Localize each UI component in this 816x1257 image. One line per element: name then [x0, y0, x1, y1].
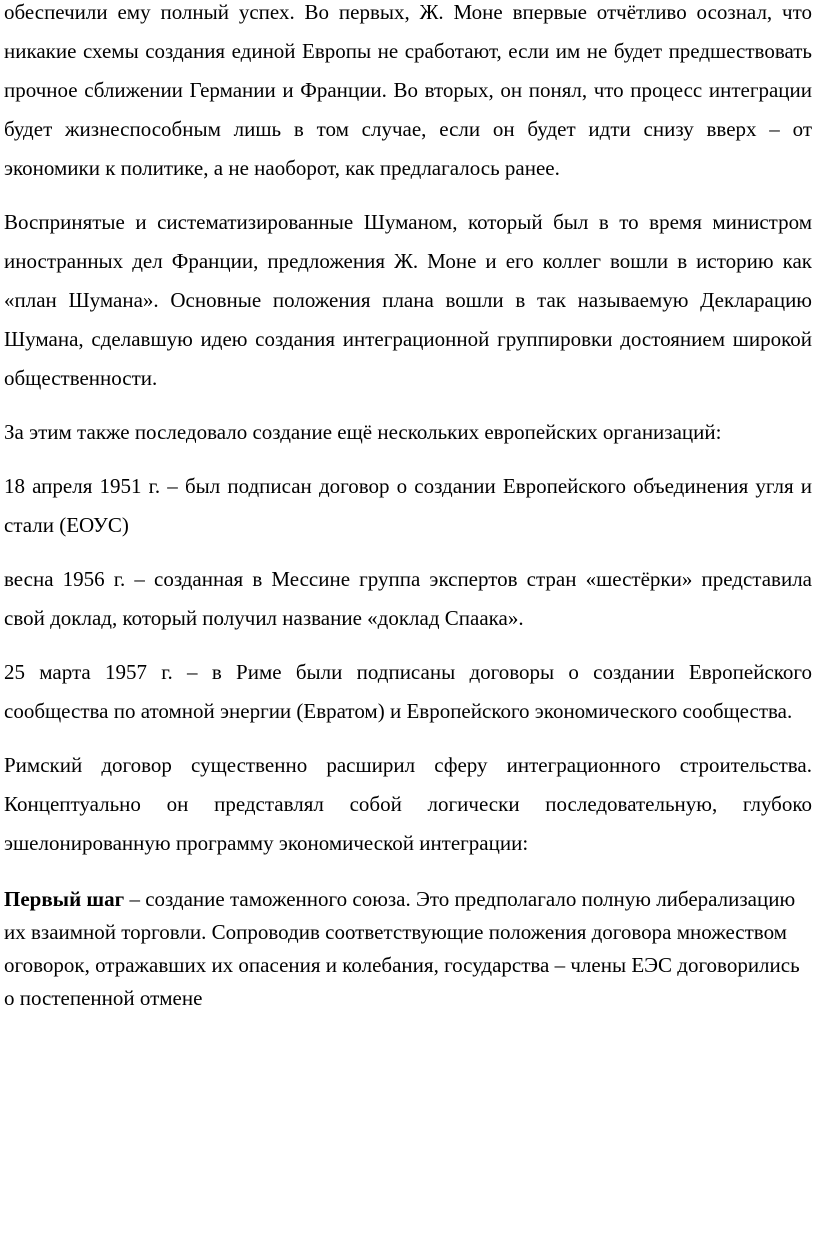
first-step-lead: Первый шаг: [4, 887, 125, 911]
paragraph-schuman-plan: Воспринятые и систематизированные Шуманом, который был в то время министром иностранных дел Франции, предложения Ж. Моне и его коллег вошли в историю как «план Шумана». Основные положения плана вошли в так называемую Декларацию Шумана, сделавшую идею создания интеграционной группировки достоянием широкой общественности.: [4, 210, 812, 390]
paragraph-first-step: [4, 883, 812, 1015]
paragraph-treaty-of-rome: Римский договор существенно расширил сферу интеграционного строительства. Концептуально он представлял собой логически последовательную, глубоко эшелонированную программу экономической интеграции:: [4, 753, 812, 855]
paragraph-ecsc-1951: 18 апреля 1951 г. – был подписан договор о создании Европейского объединения угля и стали (ЕОУС): [4, 474, 812, 537]
first-step-text: – создание таможенного союза. Это предполагало полную либерализацию их взаимной торговли. Сопроводив соответствующие положения договора множеством оговорок, отражавших их опасения и колебания, государства – члены ЕЭС договорились о постепенной отмене: [4, 887, 800, 1010]
paragraph-spaak-report-1956: весна 1956 г. – созданная в Мессине группа экспертов стран «шестёрки» представила свой доклад, который получил название «доклад Спаака».: [4, 567, 812, 630]
paragraph-rome-treaties-1957: 25 марта 1957 г. – в Риме были подписаны договоры о создании Европейского сообщества по атомной энергии (Евратом) и Европейского экономического сообщества.: [4, 660, 812, 723]
paragraph-organizations-intro: За этим также последовало создание ещё нескольких европейских организаций:: [4, 420, 722, 444]
paragraph-monnet-insights: обеспечили ему полный успех. Во первых, Ж. Моне впервые отчётливо осознал, что никакие схемы создания единой Европы не сработают, если им не будет предшествовать прочное сближении Германии и Франции. Во вторых, он понял, что процесс интеграции будет жизнеспособным лишь в том случае, если он будет идти снизу вверх – от экономики к политике, а не наоборот, как предлагалось ранее.: [4, 0, 812, 180]
